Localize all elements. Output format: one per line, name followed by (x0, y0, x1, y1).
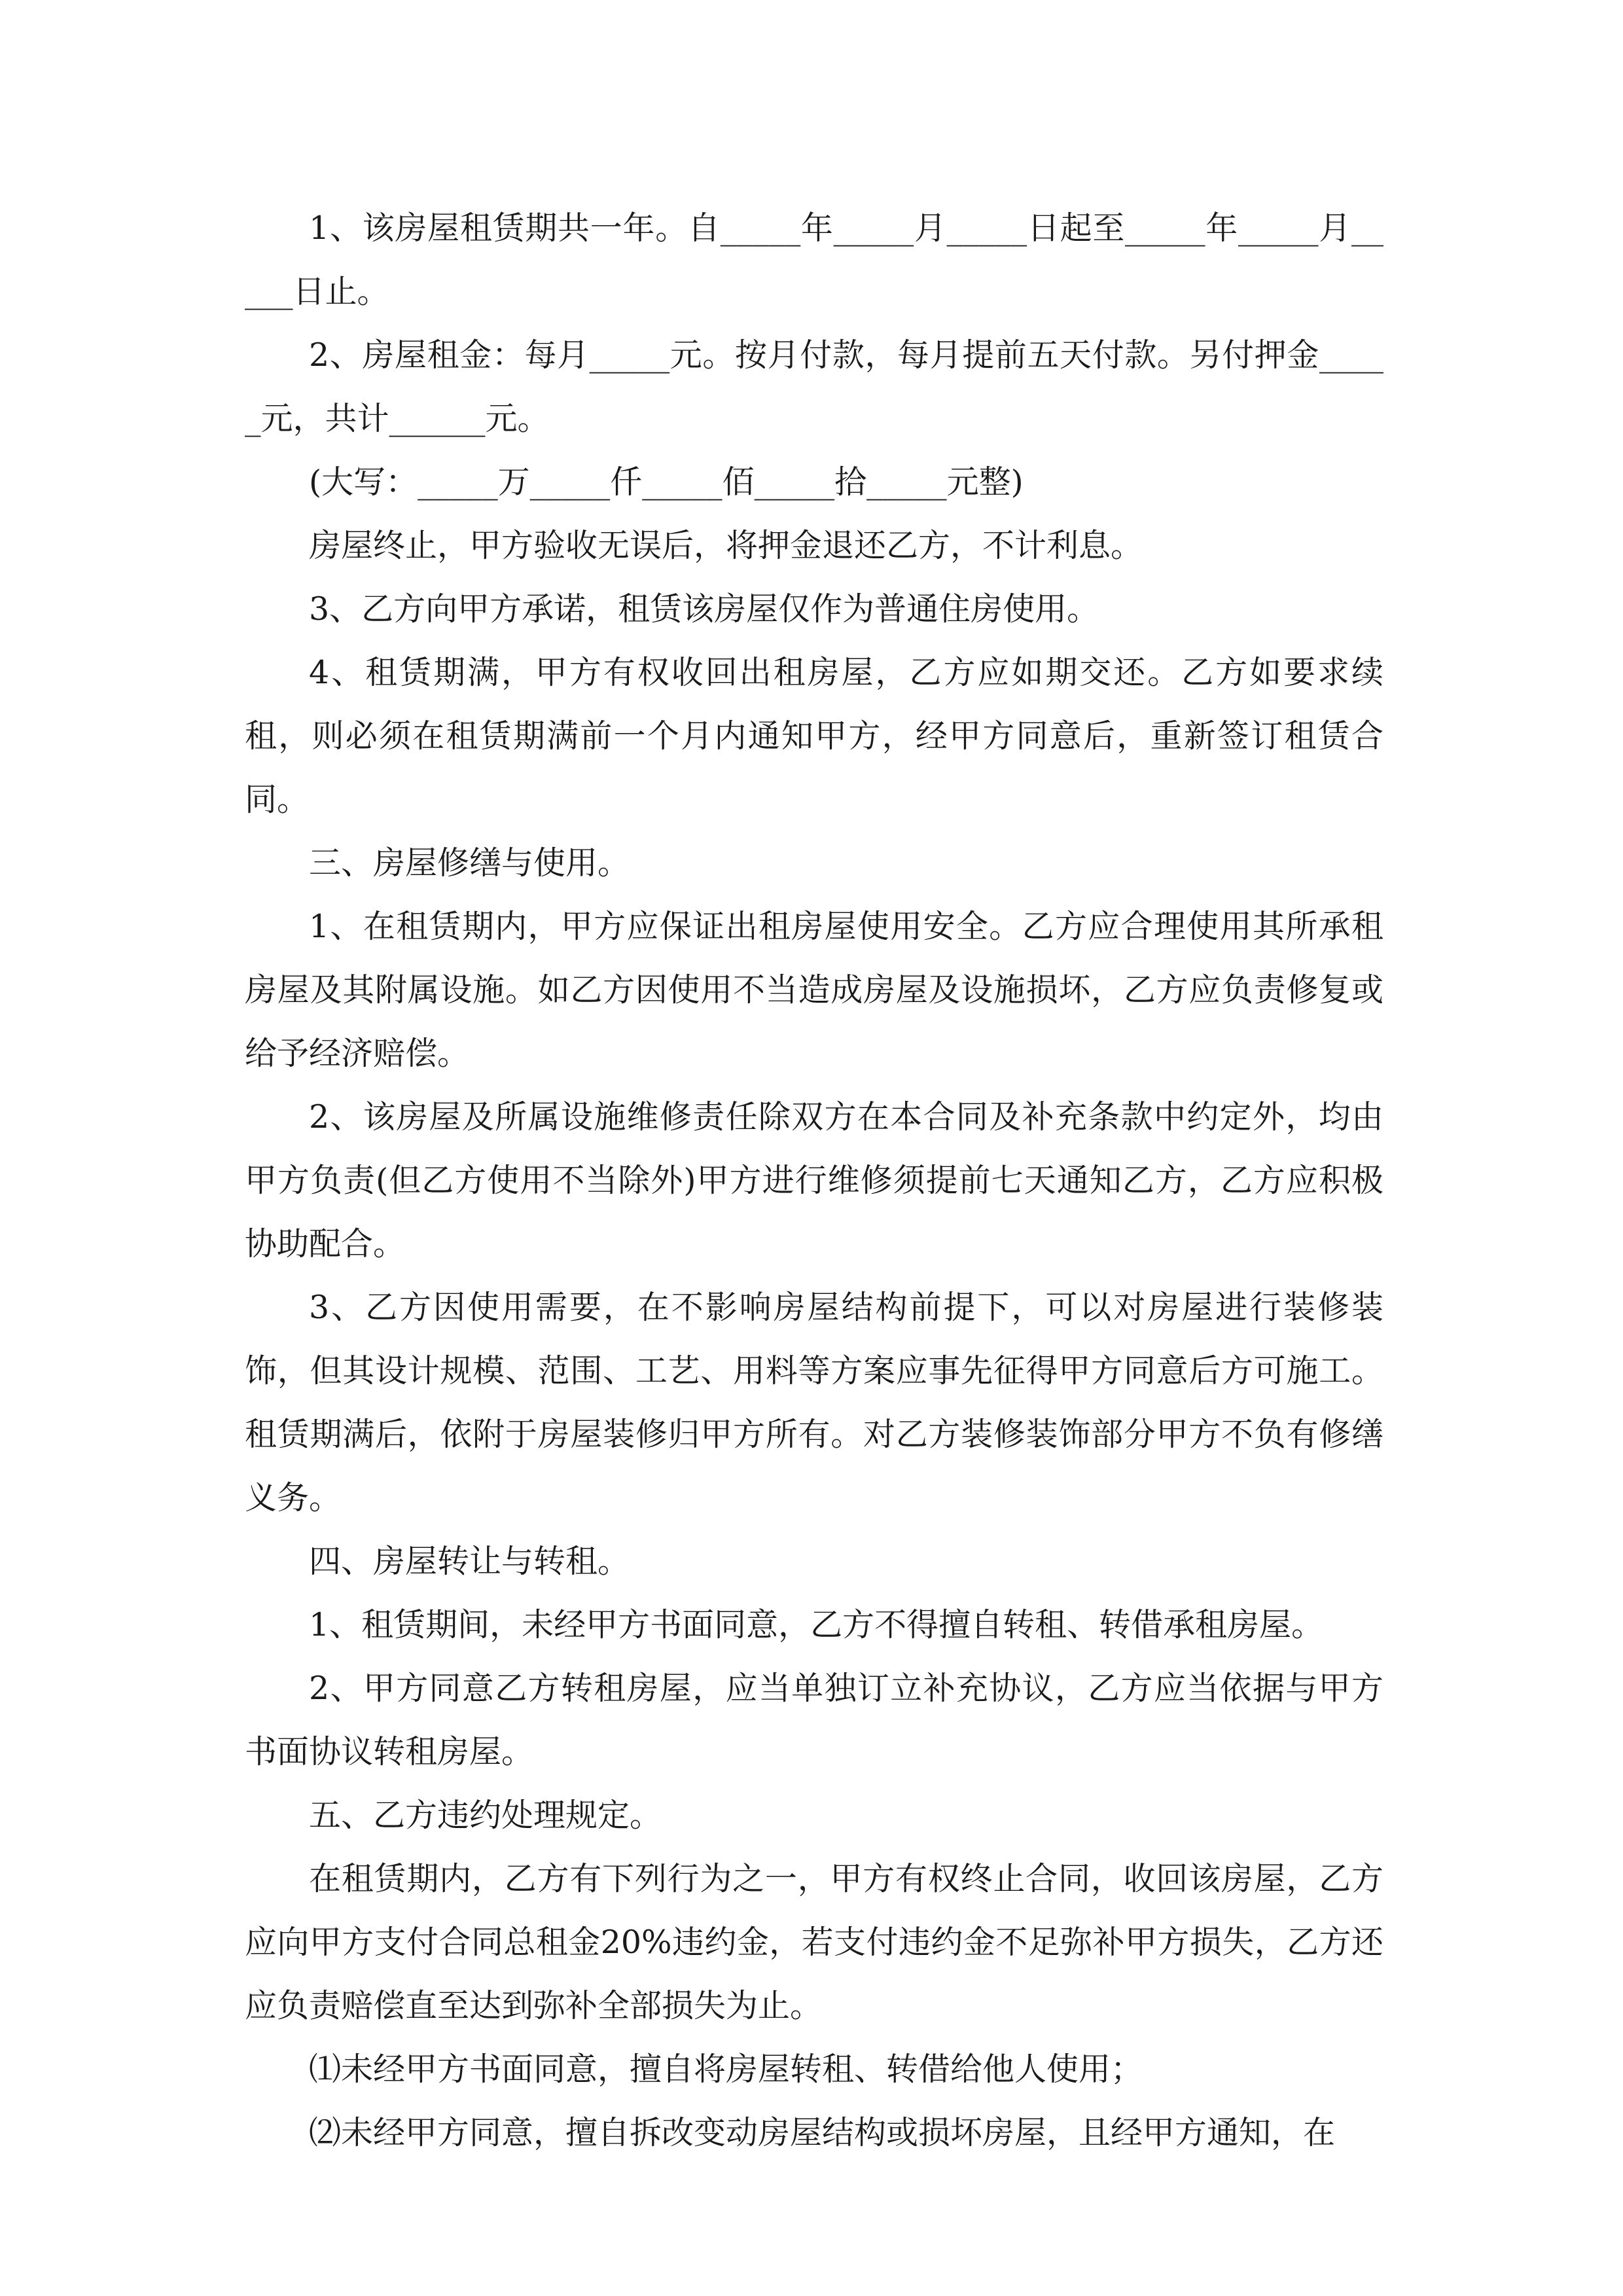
paragraph: 2、甲方同意乙方转租房屋，应当单独订立补充协议，乙方应当依据与甲方书面协议转租房屋。 (245, 1670, 1383, 1770)
paragraph: 在租赁期内，乙方有下列行为之一，甲方有权终止合同，收回该房屋，乙方应向甲方支付合同总租金20%违约金，若支付违约金不足弥补甲方损失，乙方还应负责赔偿直至达到弥补全部损失为止。 (245, 1860, 1383, 2024)
list-item: ⑴未经甲方书面同意，擅自将房屋转租、转借给他人使用； (309, 2051, 1143, 2088)
paragraph: 1、租赁期间，未经甲方书面同意，乙方不得擅自转租、转借承租房屋。 (309, 1606, 1324, 1643)
paragraph: 3、乙方向甲方承诺，租赁该房屋仅作为普通住房使用。 (309, 590, 1099, 628)
paragraph: 1、在租赁期内，甲方应保证出租房屋使用安全。乙方应合理使用其所承租房屋及其附属设施。如乙方因使用不当造成房屋及设施损坏，乙方应负责修复或给予经济赔偿。 (245, 908, 1383, 1072)
section-heading: 五、乙方违约处理规定。 (309, 1797, 662, 1834)
section-heading: 四、房屋转让与转租。 (309, 1543, 630, 1580)
document-body (245, 196, 1383, 2164)
paragraph: 房屋终止，甲方验收无误后，将押金退还乙方，不计利息。 (309, 527, 1143, 564)
paragraph: (大写：_____万_____仟_____佰_____拾_____元整) (309, 463, 1024, 501)
list-item: ⑵未经甲方同意，擅自拆改变动房屋结构或损坏房屋，且经甲方通知，在 (309, 2114, 1336, 2151)
paragraph: 2、该房屋及所属设施维修责任除双方在本合同及补充条款中约定外，均由甲方负责(但乙方使用不当除外)甲方进行维修须提前七天通知乙方，乙方应积极协助配合。 (245, 1098, 1384, 1263)
paragraph: 2、房屋租金：每月_____元。按月付款，每月提前五天付款。另付押金_____元，共计______元。 (245, 336, 1383, 437)
paragraph: 4、租赁期满，甲方有权收回出租房屋，乙方应如期交还。乙方如要求续租，则必须在租赁期满前一个月内通知甲方，经甲方同意后，重新签订租赁合同。 (245, 654, 1383, 818)
section-heading: 三、房屋修缮与使用。 (309, 844, 630, 882)
paragraph: 1、该房屋租赁期共一年。自_____年_____月_____日起至_____年_____月_____日止。 (245, 209, 1383, 310)
paragraph: 3、乙方因使用需要，在不影响房屋结构前提下，可以对房屋进行装修装饰，但其设计规模、范围、工艺、用料等方案应事先征得甲方同意后方可施工。租赁期满后，依附于房屋装修归甲方所有。对乙方装修装饰部分甲方不负有修缮义务。 (245, 1289, 1383, 1516)
